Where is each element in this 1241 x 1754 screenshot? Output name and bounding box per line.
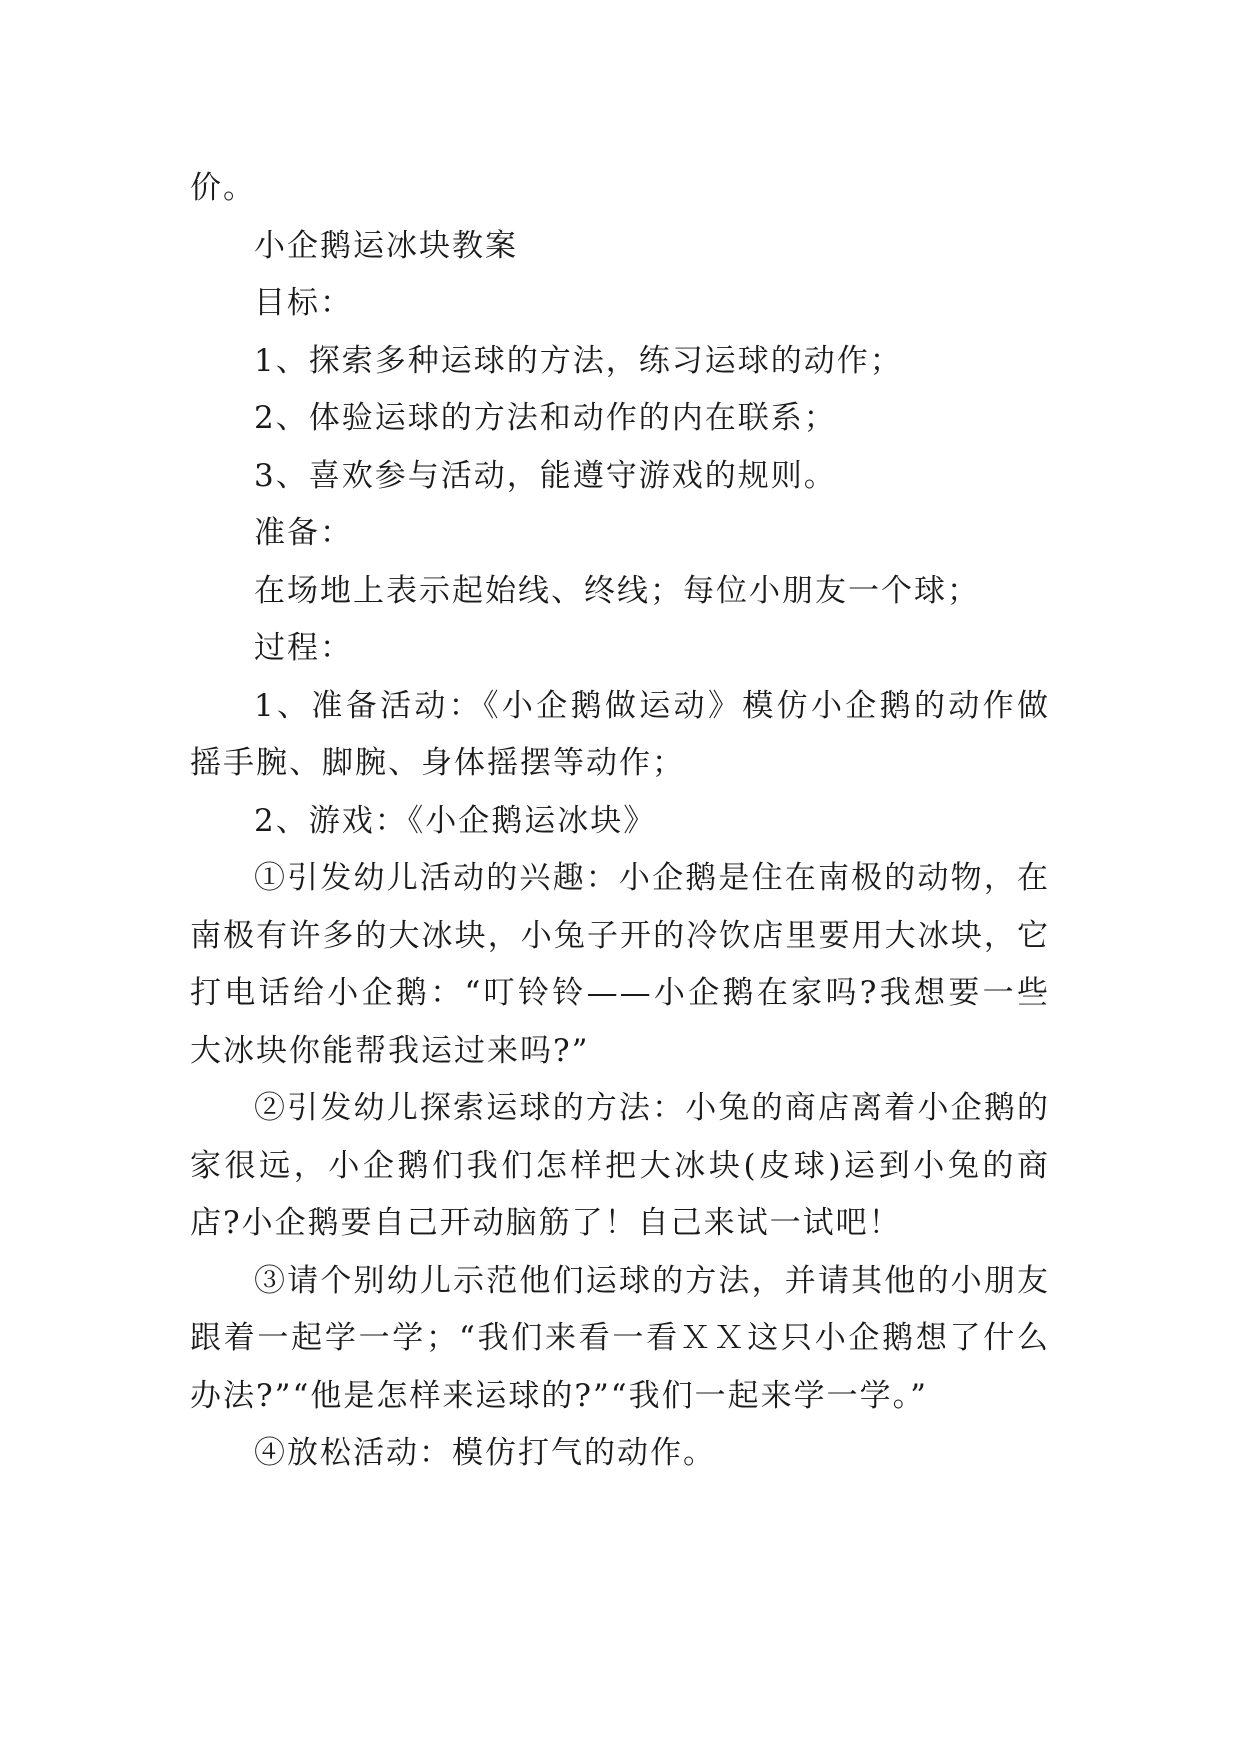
game-step-4: ④放松活动：模仿打气的动作。 <box>254 1435 716 1471</box>
section-heading-process: 过程： <box>254 630 353 666</box>
preparation-text: 在场地上表示起始线、终线；每位小朋友一个球； <box>254 572 980 609</box>
document-body <box>190 160 1050 1483</box>
game-step-2: ②引发幼儿探索运球的方法：小兔的商店离着小企鹅的家很远，小企鹅们我们怎样把大冰块(皮球)运到小兔的商店?小企鹅要自己开动脑筋了！自己来试一试吧！ <box>190 1090 1050 1241</box>
process-step-1: 1、准备活动：《小企鹅做运动》模仿小企鹅的动作做摇手腕、脚腕、身体摇摆等动作； <box>190 687 1050 781</box>
game-step-3: ③请个别幼儿示范他们运球的方法，并请其他的小朋友跟着一起学一学；“我们来看一看ＸＸ这只小企鹅想了什么办法?”“他是怎样来运球的?”“我们一起来学一学。” <box>190 1262 1050 1414</box>
goal-item-2: 2、体验运球的方法和动作的内在联系； <box>254 400 837 436</box>
process-step-2: 2、游戏：《小企鹅运冰块》 <box>254 802 657 839</box>
lesson-title: 小企鹅运冰块教案 <box>254 227 518 264</box>
goal-item-1: 1、探索多种运球的方法，练习运球的动作； <box>254 342 903 379</box>
game-step-1: ①引发幼儿活动的兴趣：小企鹅是住在南极的动物，在南极有许多的大冰块，小兔子开的冷饮店里要用大冰块，它打电话给小企鹅：“叮铃铃——小企鹅在家吗?我想要一些大冰块你能帮我运过来吗?” <box>190 860 1050 1069</box>
goal-item-3: 3、喜欢参与活动，能遵守游戏的规则。 <box>254 457 837 494</box>
section-heading-preparation: 准备： <box>254 515 353 551</box>
paragraph-continuation: 价。 <box>190 170 256 206</box>
section-heading-goals: 目标： <box>254 285 353 321</box>
